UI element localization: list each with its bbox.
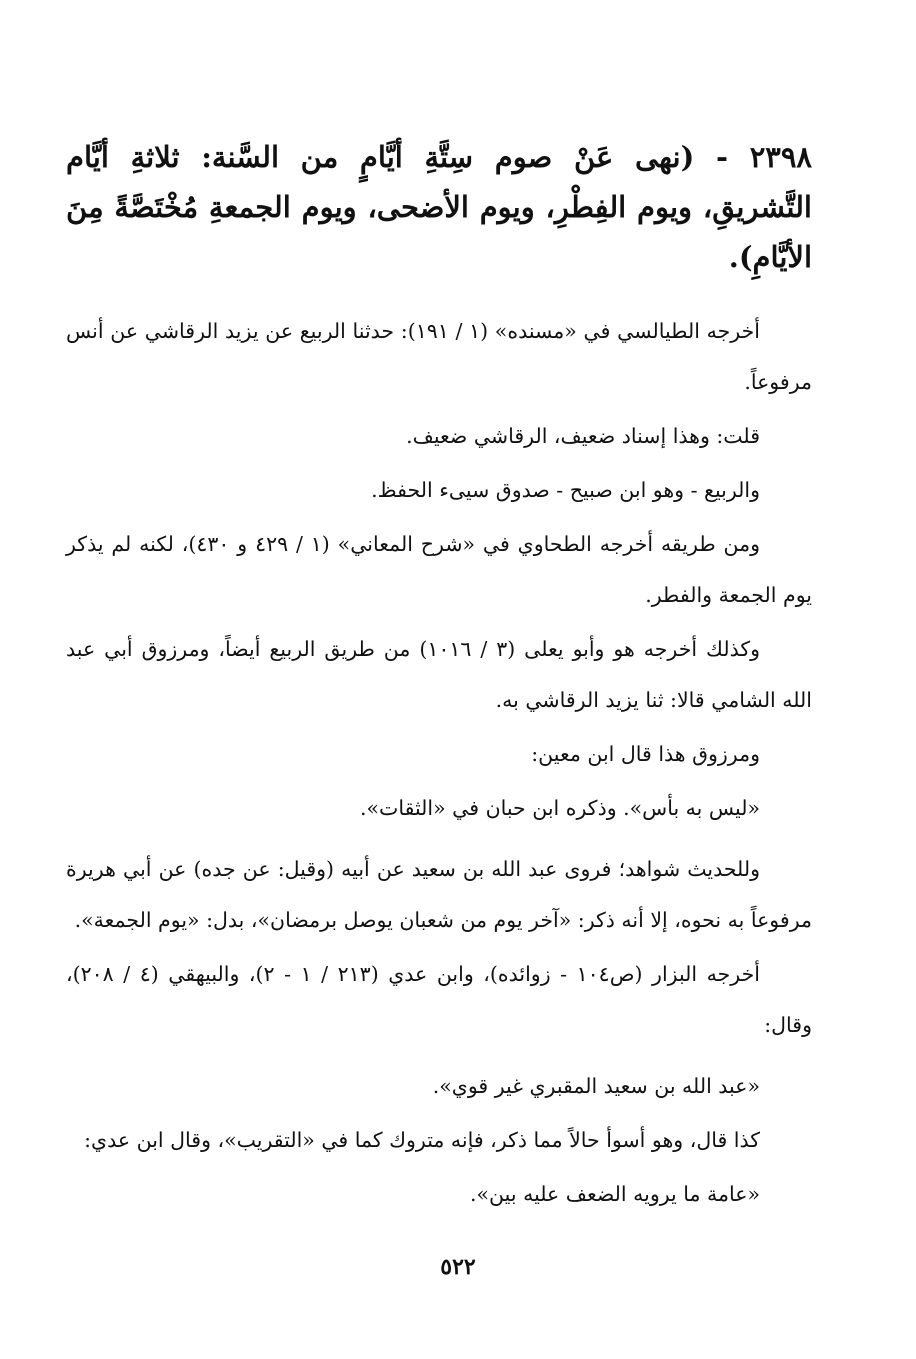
paragraph-tahawi: ومن طريقه أخرجه الطحاوي في «شرح المعاني» (١ / ٤٢٩ و ٤٣٠)، لكنه لم يذكر يوم الجمعة والفطر.: [66, 532, 812, 607]
paragraph-taqrib: كذا قال، وهو أسوأ حالاً مما ذكر، فإنه متروك كما في «التقريب»، وقال ابن عدي:: [84, 1128, 760, 1152]
page-number: ٥٢٢: [440, 1254, 476, 1280]
paragraph-bazzar: أخرجه البزار (ص١٠٤ - زوائده)، وابن عدي (٢١٣ / ١ - ٢)، والبيهقي (٤ / ٢٠٨)، وقال:: [66, 962, 812, 1037]
paragraph-quote-maqburi: «عبد الله بن سعيد المقبري غير قوي».: [432, 1074, 760, 1098]
paragraph-ibn-hibban: «ليس به بأس». وذكره ابن حبان في «الثقات».: [360, 796, 760, 820]
hadith-title: ٢٣٩٨ - (نهى عَنْ صوم سِتَّةِ أيَّامٍ من السَّنة: ثلاثةِ أيَّام التَّشريقِ، ويوم الفِطْرِ، ويوم الأضحى، ويوم الجمعةِ مُخْتَصَّةً مِنَ الأيَّامِ).: [66, 140, 812, 274]
paragraph-quote-ibn-adi: «عامة ما يرويه الضعف عليه بين».: [470, 1182, 760, 1206]
paragraph-isnad-weak: قلت: وهذا إسناد ضعيف، الرقاشي ضعيف.: [406, 424, 760, 448]
page-content: [66, 132, 812, 1223]
paragraph-rabi: والربيع - وهو ابن صبيح - صدوق سيىء الحفظ.: [371, 478, 760, 502]
paragraph-marzuq: ومرزوق هذا قال ابن معين:: [531, 742, 760, 766]
paragraph-takhrij-tayalisi: أخرجه الطيالسي في «مسنده» (١ / ١٩١): حدثنا الربيع عن يزيد الرقاشي عن أنس مرفوعاً.: [66, 319, 812, 394]
paragraph-abu-yala: وكذلك أخرجه هو وأبو يعلى (٣ / ١٠١٦) من طريق الربيع أيضاً، ومرزوق أبي عبد الله الشامي قالا: ثنا يزيد الرقاشي به.: [66, 637, 812, 712]
paragraph-shawahid: وللحديث شواهد؛ فروى عبد الله بن سعيد عن أبيه (وقيل: عن جده) عن أبي هريرة مرفوعاً به نحوه، إلا أنه ذكر: «آخر يوم من شعبان يوصل برمضان»، بدل: «يوم الجمعة».: [66, 857, 812, 932]
